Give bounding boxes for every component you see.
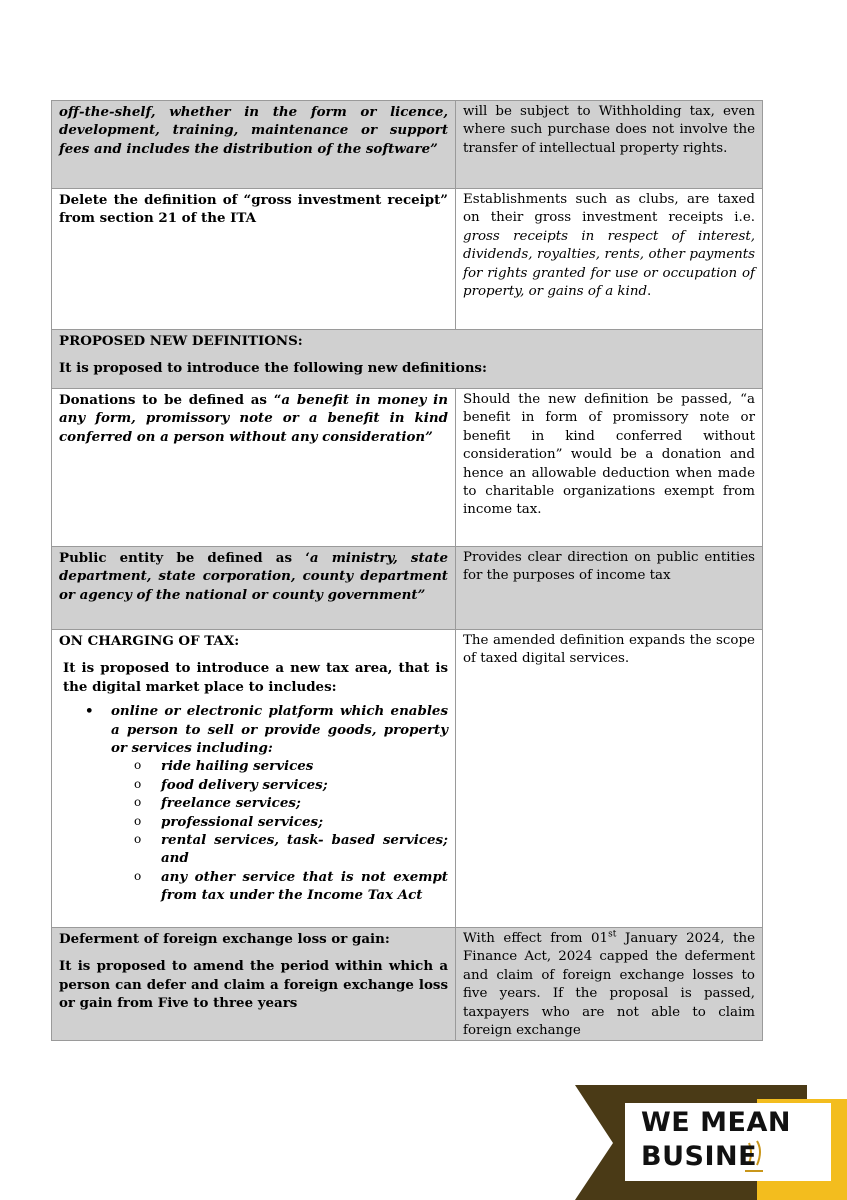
- software-definition-text: off-the-shelf, whether in the form or licence, development, training, maintenance or support fees and includes the distribution of the software”: [59, 104, 448, 157]
- section-header-cell: [52, 330, 763, 389]
- table-cell: [52, 101, 456, 189]
- table-cell: [456, 630, 763, 928]
- service-item: food delivery services;: [161, 776, 328, 793]
- public-entity-definition: a ministry, state department, state corporation, county department or agency of the national or county government”: [59, 550, 449, 603]
- ordinal-suffix: st: [608, 929, 617, 940]
- donations-comment: Should the new definition be passed, “a benefit in form of promissory note or benefit in kind conferred without consideration” would be a donation and hence an allowable deduction when made to charitable organizations exempt from income tax.: [463, 392, 755, 518]
- service-item: rental services, task- based services; and: [161, 832, 448, 867]
- logo-line-2: BUSINE: [641, 1141, 758, 1172]
- list-item: [134, 757, 448, 775]
- list-item: [134, 831, 448, 868]
- section-heading: PROPOSED NEW DEFINITIONS:: [59, 333, 303, 349]
- table-row: [52, 547, 763, 630]
- table-cell: [456, 101, 763, 189]
- table-row: [52, 101, 763, 189]
- forex-comment-cont: January 2024, the Finance Act, 2024 capped the deferment and claim of foreign exchange losses to five years. If the proposal is passed, taxpayers who are not able to claim foreign exchange: [463, 931, 755, 1039]
- table-cell: [52, 630, 456, 928]
- service-item: any other service that is not exempt from tax under the Income Tax Act: [161, 868, 448, 904]
- forex-comment: With effect from 01: [463, 931, 609, 946]
- finance-bill-table: [51, 100, 763, 1041]
- gross-receipts-definition: gross receipts in respect of interest, dividends, royalties, rents, other payments for rights granted for use or occupation of property, or gains of a kind: [463, 228, 755, 300]
- table-row: [52, 389, 763, 547]
- list-item: [134, 794, 448, 812]
- service-item: ride hailing services: [161, 758, 314, 775]
- service-item: freelance services;: [161, 795, 301, 812]
- table-row: [52, 189, 763, 330]
- table-row: [52, 630, 763, 928]
- bullet-icon: •: [85, 703, 94, 720]
- gross-investment-proposal: Delete the definition of “gross investment receipt” from section 21 of the ITA: [59, 192, 448, 227]
- list-item: [134, 813, 448, 831]
- table-cell: [456, 189, 763, 330]
- list-item: [134, 868, 448, 905]
- circle-bullet-icon: o: [134, 832, 142, 847]
- circle-bullet-icon: o: [134, 758, 142, 773]
- list-item: [85, 702, 448, 904]
- platform-definition: online or electronic platform which enables a person to sell or provide goods, property or services including:: [111, 703, 448, 757]
- table-cell: [456, 389, 763, 547]
- list-item: [134, 776, 448, 794]
- table-cell: [52, 547, 456, 630]
- donations-label: Donations to be defined as “: [59, 392, 282, 408]
- logo-line-1: WE MEAN: [641, 1107, 791, 1138]
- circle-bullet-icon: o: [134, 795, 142, 810]
- table-cell: [456, 928, 763, 1041]
- service-item: professional services;: [161, 813, 324, 830]
- sub-list: [111, 757, 448, 904]
- table-row: [52, 330, 763, 389]
- digital-services-comment: The amended definition expands the scope of taxed digital services.: [463, 633, 755, 667]
- forex-proposal: It is proposed to amend the period within which a person can defer and claim a foreign exchange loss or gain from Five to three years: [59, 958, 448, 1012]
- charging-intro: It is proposed to introduce a new tax area, that is the digital market place to includes:: [63, 660, 448, 695]
- circle-bullet-icon: o: [134, 868, 142, 883]
- section-subheading: It is proposed to introduce the following new definitions:: [59, 360, 487, 377]
- donations-definition: a benefit in money in any form, promissory note or a benefit in kind conferred on a person without any consideration”: [59, 392, 448, 445]
- circle-bullet-icon: o: [134, 776, 142, 791]
- we-mean-business-logo: [575, 1085, 847, 1200]
- table-row: [52, 928, 763, 1041]
- public-entity-label: Public entity be defined as ‘: [59, 550, 310, 566]
- clubs-comment-end: .: [647, 284, 652, 300]
- table-cell: [52, 928, 456, 1041]
- charging-heading: ON CHARGING OF TAX:: [59, 633, 240, 649]
- clubs-comment: Establishments such as clubs, are taxed on their gross investment receipts i.e.: [463, 192, 755, 226]
- table-cell: [52, 189, 456, 330]
- public-entity-comment: Provides clear direction on public entities for the purposes of income tax: [463, 550, 755, 584]
- withholding-tax-comment: will be subject to Withholding tax, even where such purchase does not involve the transfer of intellectual property rights.: [463, 104, 755, 156]
- circle-bullet-icon: o: [134, 813, 142, 828]
- table-cell: [52, 389, 456, 547]
- forex-heading: Deferment of foreign exchange loss or gain:: [59, 931, 390, 947]
- table-cell: [456, 547, 763, 630]
- bullet-list: [59, 702, 448, 904]
